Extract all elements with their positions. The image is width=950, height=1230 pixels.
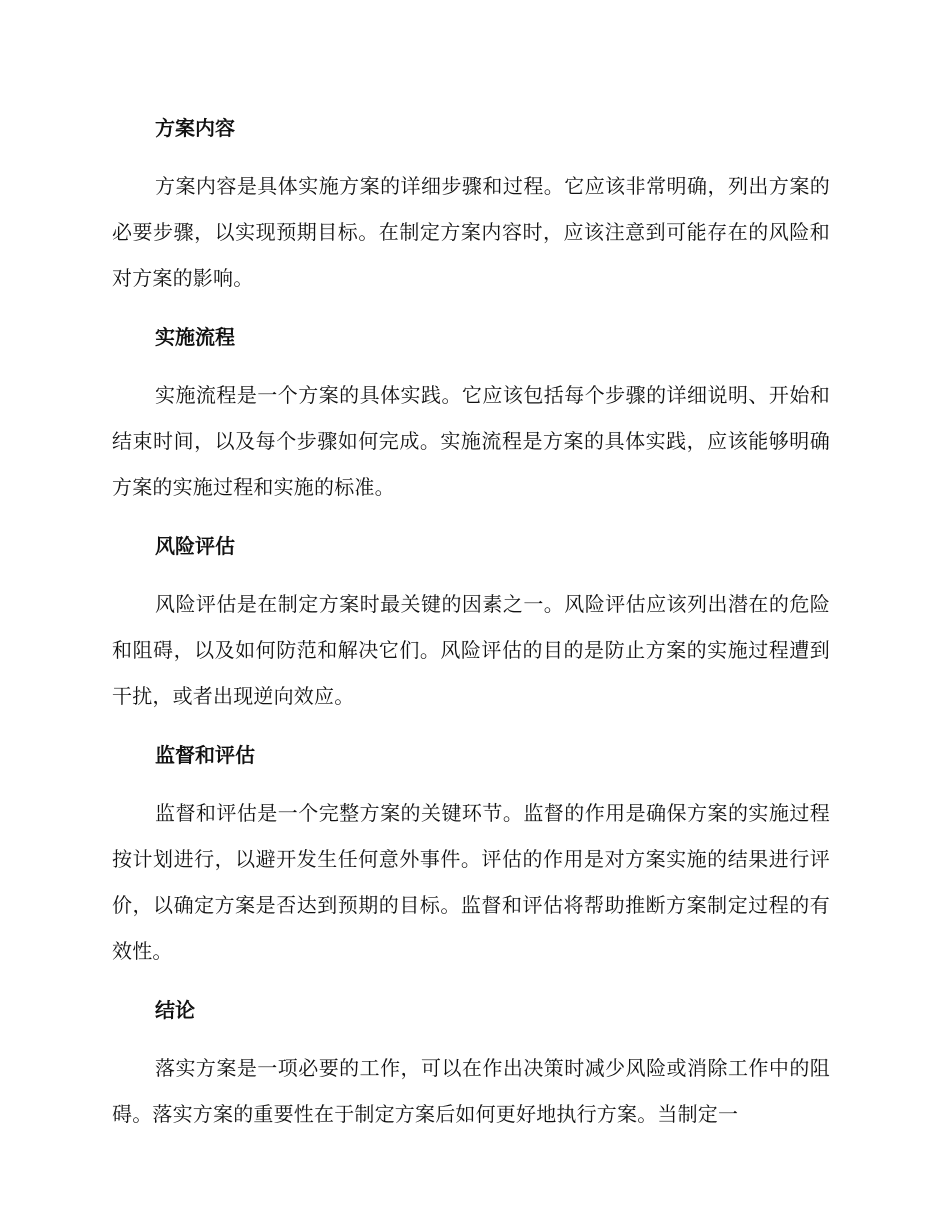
section-heading: 方案内容 bbox=[155, 116, 235, 140]
section-plan-content bbox=[112, 105, 830, 301]
document-page bbox=[112, 105, 830, 1150]
section-paragraph: 监督和评估是一个完整方案的关键环节。监督的作用是确保方案的实施过程按计划进行，以避开发生任何意外事件。评估的作用是对方案实施的结果进行评价，以确定方案是否达到预期的目标。监督和评估将帮助推断方案制定过程的有效性。 bbox=[112, 801, 830, 963]
section-monitoring-evaluation bbox=[112, 732, 830, 974]
section-implementation-process bbox=[112, 314, 830, 510]
section-heading: 风险评估 bbox=[155, 534, 235, 558]
section-paragraph: 落实方案是一项必要的工作，可以在作出决策时减少风险或消除工作中的阻碍。落实方案的重要性在于制定方案后如何更好地执行方案。当制定一 bbox=[112, 1056, 830, 1126]
section-risk-assessment bbox=[112, 523, 830, 719]
section-paragraph: 风险评估是在制定方案时最关键的因素之一。风险评估应该列出潜在的危险和阻碍，以及如何防范和解决它们。风险评估的目的是防止方案的实施过程遭到干扰，或者出现逆向效应。 bbox=[112, 592, 830, 708]
section-heading: 实施流程 bbox=[155, 325, 235, 349]
section-heading: 监督和评估 bbox=[155, 743, 255, 767]
section-paragraph: 实施流程是一个方案的具体实践。它应该包括每个步骤的详细说明、开始和结束时间，以及每个步骤如何完成。实施流程是方案的具体实践，应该能够明确方案的实施过程和实施的标准。 bbox=[112, 383, 830, 499]
section-heading: 结论 bbox=[155, 998, 195, 1022]
section-conclusion bbox=[112, 987, 830, 1137]
section-paragraph: 方案内容是具体实施方案的详细步骤和过程。它应该非常明确，列出方案的必要步骤，以实现预期目标。在制定方案内容时，应该注意到可能存在的风险和对方案的影响。 bbox=[112, 174, 830, 290]
